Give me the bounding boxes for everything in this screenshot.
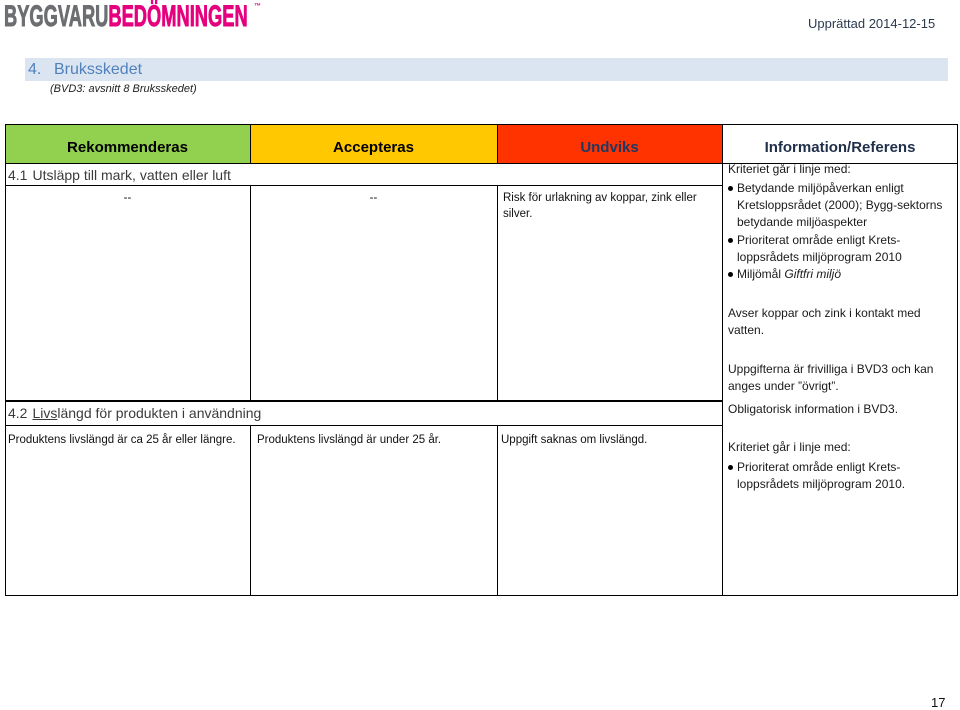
list-item-text: Prioriterat område enligt Krets-loppsrådets miljöprogram 2010. xyxy=(737,460,906,492)
subsection-title-underlined: Livs xyxy=(32,405,58,421)
cell-avoided: Uppgift saknas om livslängd. xyxy=(501,434,648,446)
header-label-avoided: Undviks xyxy=(580,139,639,156)
bullet-icon xyxy=(728,272,733,277)
info-criteria-list xyxy=(728,180,947,283)
section-title: Bruksskedet xyxy=(54,61,143,78)
header-label-recommended: Rekommenderas xyxy=(67,139,188,156)
info-note-scope: Avser koppar och zink i kontakt med vatten. xyxy=(728,306,921,338)
cell-recommended: Produktens livslängd är ca 25 år eller längre. xyxy=(8,434,236,446)
subsection-title: Utsläpp till mark, vatten eller luft xyxy=(32,167,231,183)
column-divider xyxy=(497,185,498,401)
bullet-icon xyxy=(728,186,733,191)
bullet-icon xyxy=(728,465,733,470)
info-note-voluntary: Uppgifterna är frivilliga i BVD3 och kan anges under ”övrigt”. xyxy=(728,362,934,394)
section-heading-band xyxy=(25,58,948,81)
list-item-italic-text: Giftfri miljö xyxy=(784,267,842,282)
row-divider xyxy=(5,185,722,186)
logo xyxy=(4,2,248,32)
section-subtitle: (BVD3: avsnitt 8 Bruksskedet) xyxy=(50,83,197,95)
subsection-title: längd för produkten i användning xyxy=(57,405,262,421)
list-item xyxy=(728,266,947,283)
column-divider xyxy=(722,124,723,596)
column-divider xyxy=(250,425,251,596)
list-item-text: Betydande miljöpåverkan enligt Kretsloppsrådet (2000); Bygg-sektorns betydande miljöaspekter xyxy=(737,181,943,230)
header-label-information: Information/Referens xyxy=(764,139,916,156)
logo-trademark: ™ xyxy=(254,3,261,10)
row-divider xyxy=(5,425,722,426)
row-divider xyxy=(5,400,722,402)
info-note-mandatory: Obligatorisk information i BVD3. xyxy=(728,402,899,416)
column-divider xyxy=(250,124,251,163)
column-divider xyxy=(497,425,498,596)
list-item xyxy=(728,232,947,266)
established-date: Upprättad 2014-12-15 xyxy=(808,16,936,31)
list-item-text: Prioriterat område enligt Krets-loppsrådets miljöprogram 2010 xyxy=(737,232,902,264)
page-number: 17 xyxy=(931,695,946,710)
subsection-title-4-2 xyxy=(8,404,261,422)
cell-avoided: Risk för urlakning av koppar, zink eller silver. xyxy=(503,192,697,220)
cell-recommended: -- xyxy=(123,192,132,204)
info-criteria-intro: Kriteriet går i linje med: xyxy=(728,162,851,176)
list-item-text: Miljömål xyxy=(737,267,782,282)
subsection-number: 4.2 xyxy=(8,405,28,421)
column-divider xyxy=(250,185,251,401)
logo-part-1: BYGGVARU xyxy=(4,0,109,33)
bullet-icon xyxy=(728,238,733,243)
list-item xyxy=(728,180,947,232)
subsection-number: 4.1 xyxy=(8,167,28,183)
logo-part-2: BEDÖMNINGEN xyxy=(108,0,248,33)
column-divider xyxy=(497,124,498,163)
section-number: 4. xyxy=(28,61,42,78)
list-item xyxy=(728,459,947,493)
header-label-accepted: Accepteras xyxy=(333,139,414,156)
cell-accepted: Produktens livslängd är under 25 år. xyxy=(257,434,442,446)
cell-accepted: -- xyxy=(369,192,378,204)
info-criteria-list xyxy=(728,459,947,493)
info-criteria-intro: Kriteriet går i linje med: xyxy=(728,440,851,454)
subsection-title-4-1 xyxy=(8,166,231,184)
